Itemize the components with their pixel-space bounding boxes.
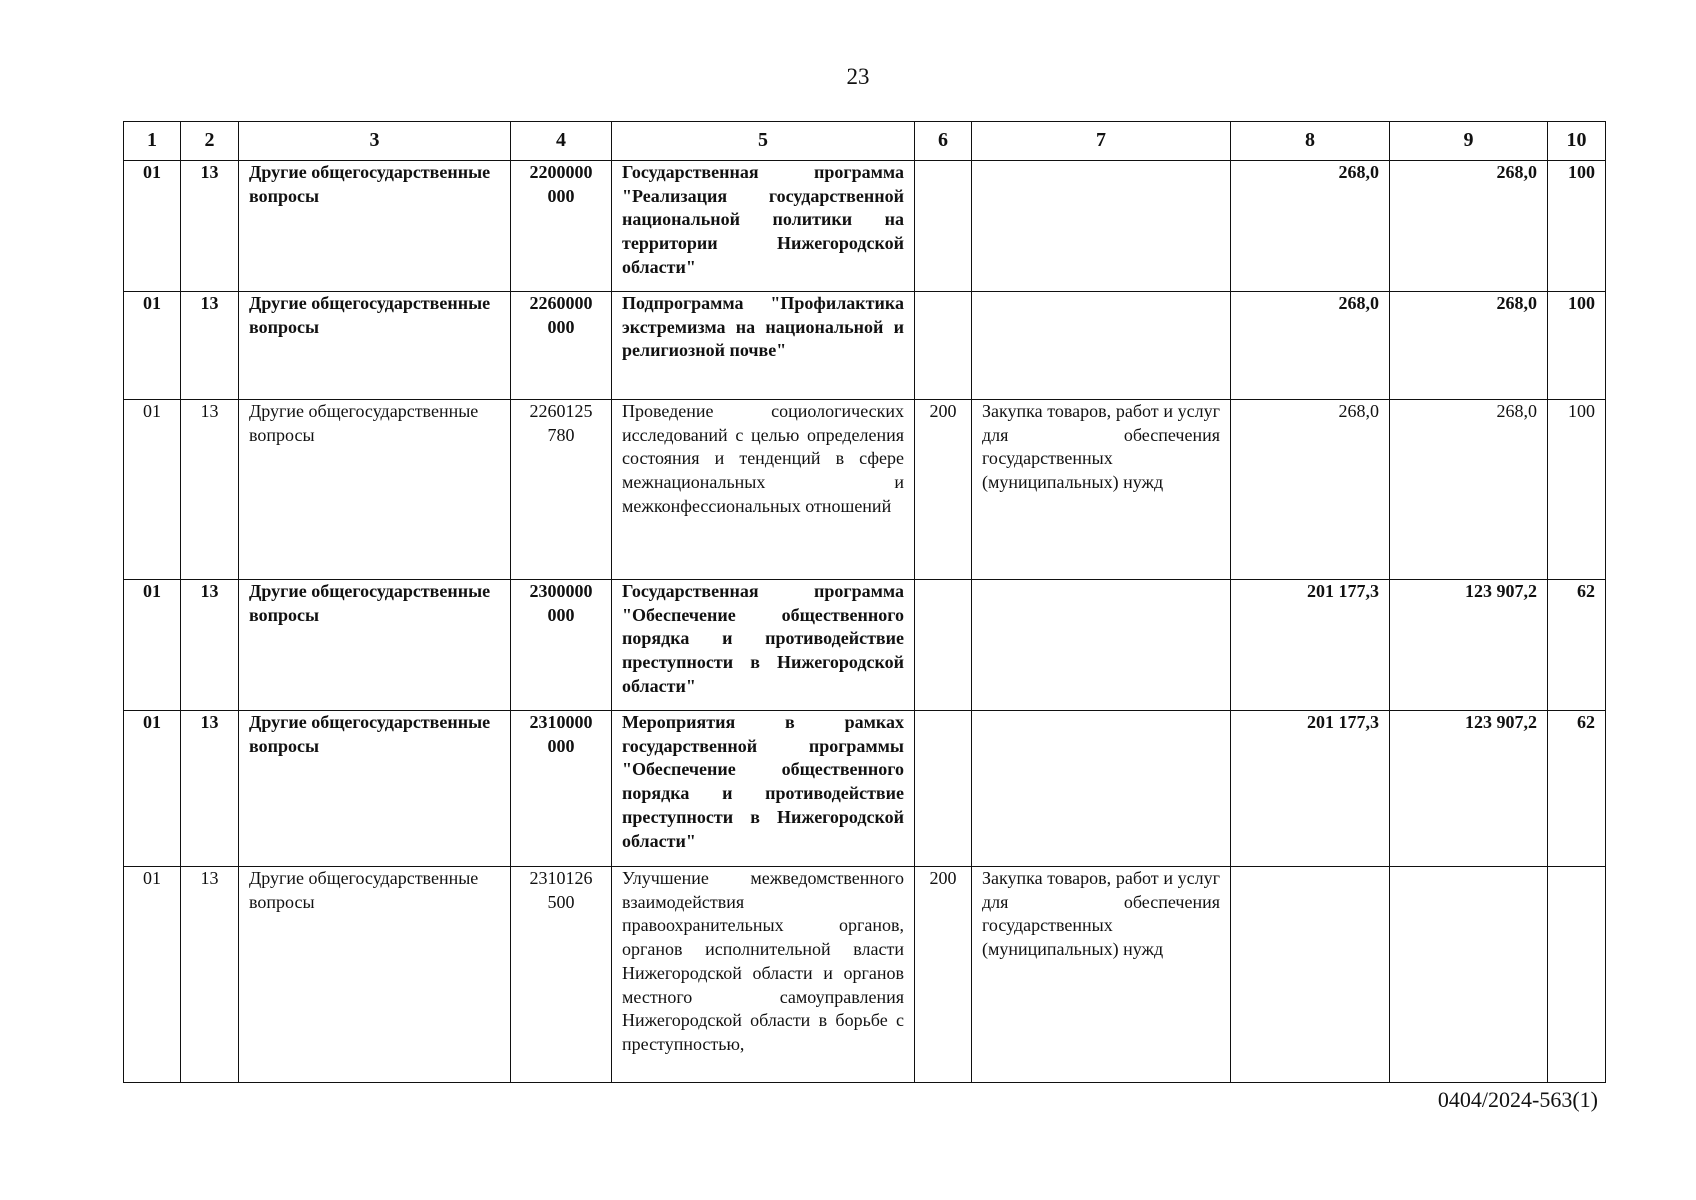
expense-type-name: Закупка товаров, работ и услуг для обеспечения государственных (муниципальных) нужд <box>972 400 1231 580</box>
subsection-code: 13 <box>181 400 239 580</box>
planned-amount: 268,0 <box>1231 161 1390 292</box>
target-article-code: 2310126 500 <box>511 867 612 1083</box>
section-name: Другие общегосударственные вопросы <box>239 867 511 1083</box>
section-code: 01 <box>124 292 181 400</box>
subsection-code: 13 <box>181 867 239 1083</box>
expense-type-name <box>972 161 1231 292</box>
planned-amount: 201 177,3 <box>1231 711 1390 867</box>
column-header: 10 <box>1548 122 1606 161</box>
planned-amount: 268,0 <box>1231 400 1390 580</box>
execution-percent: 62 <box>1548 711 1606 867</box>
target-article-code: 2300000 000 <box>511 580 612 711</box>
execution-percent: 100 <box>1548 400 1606 580</box>
table-row <box>124 711 1606 867</box>
execution-percent: 100 <box>1548 292 1606 400</box>
column-header: 3 <box>239 122 511 161</box>
actual-amount: 268,0 <box>1390 161 1548 292</box>
budget-table <box>123 121 1606 1083</box>
expense-type-name <box>972 292 1231 400</box>
section-name: Другие общегосударственные вопросы <box>239 400 511 580</box>
expense-type-code <box>915 292 972 400</box>
target-article-code: 2310000 000 <box>511 711 612 867</box>
table-row <box>124 292 1606 400</box>
section-name: Другие общегосударственные вопросы <box>239 292 511 400</box>
target-article-code: 2260000 000 <box>511 292 612 400</box>
program-name: Улучшение межведомственного взаимодействия правоохранительных органов, органов исполнительной власти Нижегородской области и органов местного самоуправления Нижегородской области в борьбе с преступностью, <box>612 867 915 1083</box>
program-name: Проведение социологических исследований с целью определения состояния и тенденций в сфере межнациональных и межконфессиональных отношений <box>612 400 915 580</box>
column-header: 5 <box>612 122 915 161</box>
section-name: Другие общегосударственные вопросы <box>239 711 511 867</box>
actual-amount <box>1390 867 1548 1083</box>
document-code: 0404/2024-563(1) <box>1437 1087 1598 1112</box>
subsection-code: 13 <box>181 580 239 711</box>
execution-percent <box>1548 867 1606 1083</box>
section-code: 01 <box>124 580 181 711</box>
column-header: 4 <box>511 122 612 161</box>
expense-type-name: Закупка товаров, работ и услуг для обеспечения государственных (муниципальных) нужд <box>972 867 1231 1083</box>
column-header: 6 <box>915 122 972 161</box>
table-row <box>124 867 1606 1083</box>
table-row <box>124 400 1606 580</box>
execution-percent: 62 <box>1548 580 1606 711</box>
program-name: Государственная программа "Реализация государственной национальной политики на территории Нижегородской области" <box>612 161 915 292</box>
program-name: Мероприятия в рамках государственной программы "Обеспечение общественного порядка и противодействие преступности в Нижегородской области" <box>612 711 915 867</box>
column-header: 8 <box>1231 122 1390 161</box>
planned-amount <box>1231 867 1390 1083</box>
actual-amount: 268,0 <box>1390 292 1548 400</box>
expense-type-code: 200 <box>915 400 972 580</box>
column-header: 1 <box>124 122 181 161</box>
expense-type-name <box>972 711 1231 867</box>
subsection-code: 13 <box>181 292 239 400</box>
actual-amount: 123 907,2 <box>1390 711 1548 867</box>
subsection-code: 13 <box>181 711 239 867</box>
section-code: 01 <box>124 161 181 292</box>
expense-type-code: 200 <box>915 867 972 1083</box>
execution-percent: 100 <box>1548 161 1606 292</box>
column-header: 2 <box>181 122 239 161</box>
target-article-code: 2200000 000 <box>511 161 612 292</box>
planned-amount: 268,0 <box>1231 292 1390 400</box>
section-name: Другие общегосударственные вопросы <box>239 161 511 292</box>
program-name: Подпрограмма "Профилактика экстремизма на национальной и религиозной почве" <box>612 292 915 400</box>
planned-amount: 201 177,3 <box>1231 580 1390 711</box>
table-row <box>124 161 1606 292</box>
expense-type-code <box>915 161 972 292</box>
actual-amount: 268,0 <box>1390 400 1548 580</box>
column-header: 7 <box>972 122 1231 161</box>
section-code: 01 <box>124 400 181 580</box>
expense-type-code <box>915 580 972 711</box>
expense-type-name <box>972 580 1231 711</box>
section-code: 01 <box>124 711 181 867</box>
section-name: Другие общегосударственные вопросы <box>239 580 511 711</box>
target-article-code: 2260125 780 <box>511 400 612 580</box>
program-name: Государственная программа "Обеспечение общественного порядка и противодействие преступности в Нижегородской области" <box>612 580 915 711</box>
table-row <box>124 580 1606 711</box>
column-header: 9 <box>1390 122 1548 161</box>
actual-amount: 123 907,2 <box>1390 580 1548 711</box>
section-code: 01 <box>124 867 181 1083</box>
subsection-code: 13 <box>181 161 239 292</box>
expense-type-code <box>915 711 972 867</box>
page-number: 23 <box>846 64 870 89</box>
table-header-row <box>124 122 1606 161</box>
